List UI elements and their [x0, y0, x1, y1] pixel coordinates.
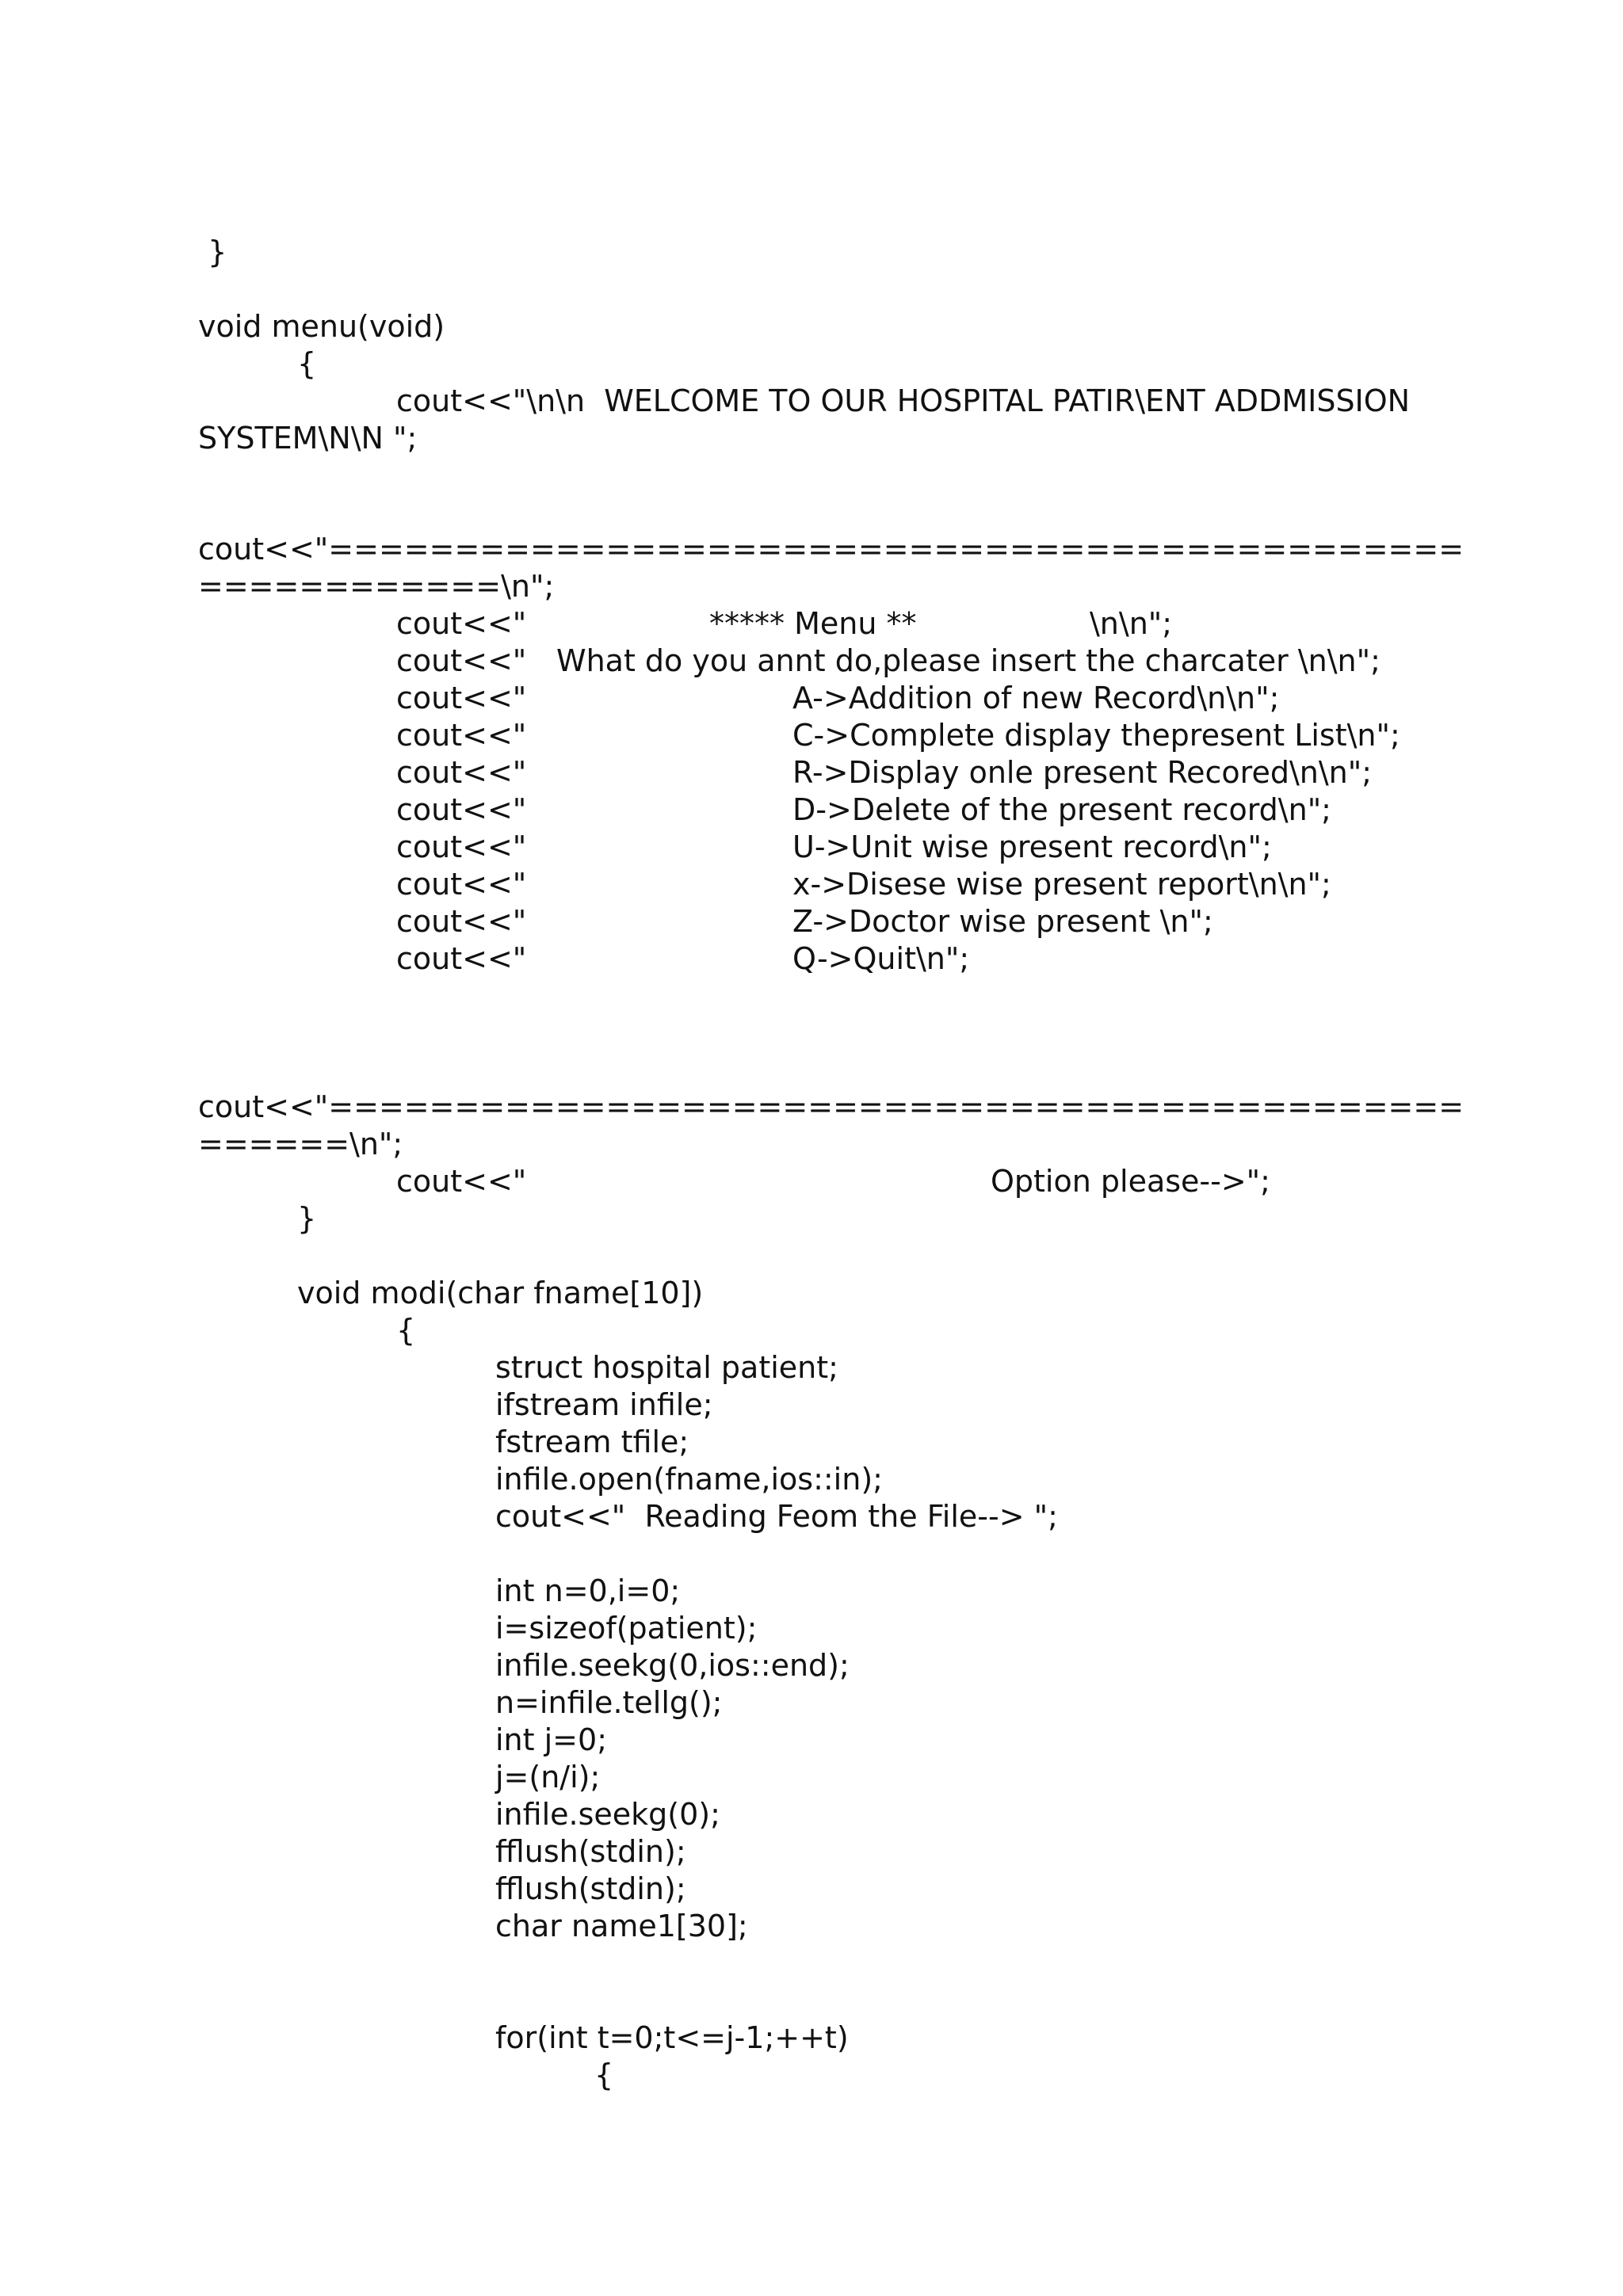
cout-prefix: cout<<" [396, 867, 527, 902]
menu-option-line [0, 866, 1623, 902]
code-line: infile.seekg(0,ios::end); [495, 1648, 850, 1683]
cout-prefix: cout<<" [396, 941, 527, 976]
menu-option-add: A->Addition of new Record\n\n"; [792, 681, 1280, 715]
cout-prefix: cout<<" [396, 606, 527, 641]
prompt-line [0, 643, 1623, 679]
cout-prefix: cout<<" [396, 755, 527, 790]
cout-prefix: cout<<" [396, 904, 527, 939]
modi-function-signature: void modi(char fname[10]) [297, 1276, 704, 1310]
menu-option-display: R->Display onle present Recored\n\n"; [792, 755, 1372, 790]
prompt-text: What do you annt do,please insert the charcater \n\n"; [556, 643, 1381, 678]
code-line: infile.open(fname,ios::in); [495, 1462, 883, 1497]
modi-open-brace: { [396, 1313, 416, 1348]
code-line: i=sizeof(patient); [495, 1611, 758, 1646]
menu-option-line [0, 680, 1623, 716]
menu-option-line [0, 940, 1623, 977]
menu-option-complete: C->Complete display thepresent List\n"; [792, 718, 1400, 753]
menu-function-signature: void menu(void) [198, 309, 445, 344]
separator-line-1-continued: ============\n"; [198, 569, 555, 604]
cout-prefix: cout<<" [396, 718, 527, 753]
code-line: n=infile.tellg(); [495, 1685, 723, 1720]
cout-prefix: cout<<" [396, 643, 527, 678]
for-loop-open-brace: { [594, 2058, 614, 2092]
menu-close-brace: } [297, 1201, 317, 1236]
code-line: fflush(stdin); [495, 1871, 686, 1906]
code-line: int j=0; [495, 1722, 607, 1757]
cout-prefix: cout<<" [396, 1164, 527, 1199]
menu-option-line [0, 829, 1623, 865]
code-line: fflush(stdin); [495, 1834, 686, 1869]
separator-line-2-continued: ======\n"; [198, 1127, 403, 1161]
menu-option-disease: x->Disese wise present report\n\n"; [792, 867, 1331, 902]
for-loop-line: for(int t=0;t<=j-1;++t) [495, 2020, 849, 2055]
code-line: char name1[30]; [495, 1909, 748, 1943]
menu-title-line [0, 605, 1623, 642]
menu-title: ***** Menu ** [709, 606, 917, 641]
menu-option-delete: D->Delete of the present record\n"; [792, 792, 1331, 827]
welcome-line: cout<<"\n\n WELCOME TO OUR HOSPITAL PATIR\ENT ADDMISSION [396, 383, 1411, 418]
code-line: struct hospital patient; [495, 1350, 838, 1385]
code-line: cout<<" Reading Feom the File--> "; [495, 1499, 1058, 1534]
separator-line-1: cout<<"============================================= [198, 532, 1465, 566]
menu-option-doctor: Z->Doctor wise present \n"; [792, 904, 1213, 939]
code-line: ifstream infile; [495, 1387, 713, 1422]
option-prompt-text: Option please-->"; [991, 1164, 1270, 1199]
code-line: fstream tfile; [495, 1425, 689, 1459]
menu-option-line [0, 754, 1623, 791]
menu-option-line [0, 791, 1623, 828]
code-line: j=(n/i); [495, 1760, 601, 1794]
cout-prefix: cout<<" [396, 681, 527, 715]
option-prompt-line [0, 1163, 1623, 1199]
menu-option-line [0, 717, 1623, 753]
menu-title-newlines: \n\n"; [1090, 606, 1173, 641]
menu-option-quit: Q->Quit\n"; [792, 941, 970, 976]
code-line: infile.seekg(0); [495, 1797, 720, 1832]
code-line: int n=0,i=0; [495, 1573, 681, 1608]
cout-prefix: cout<<" [396, 830, 527, 864]
separator-line-2: cout<<"============================================= [198, 1089, 1465, 1124]
menu-option-unit: U->Unit wise present record\n"; [792, 830, 1272, 864]
closing-brace: } [198, 235, 227, 269]
cout-prefix: cout<<" [396, 792, 527, 827]
menu-option-line [0, 903, 1623, 940]
welcome-line-continued: SYSTEM\N\N "; [198, 421, 418, 456]
menu-open-brace: { [297, 346, 317, 381]
